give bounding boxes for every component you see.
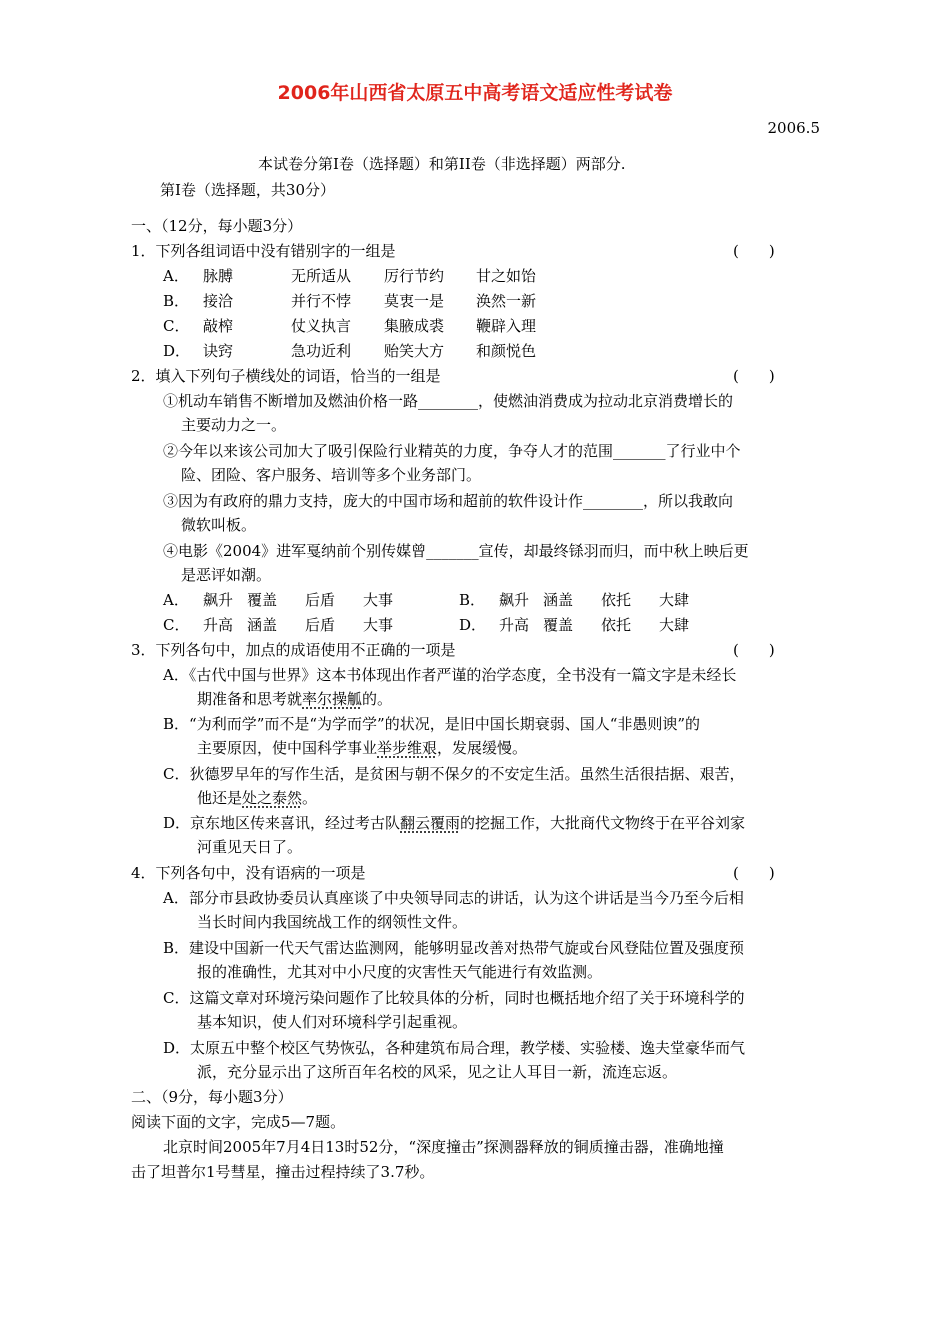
option-word: 依托	[601, 591, 632, 609]
q4-option-d: D．太原五中整个校区气势恢弘，各种建筑布局合理，教学楼、实验楼、逸夫堂豪华而气	[163, 1039, 746, 1057]
q3-option-a: A．《古代中国与世界》这本书体现出作者严谨的治学态度，全书没有一篇文字是未经长	[163, 666, 737, 684]
section1-heading: 一、（12分，每小题3分）	[131, 217, 303, 235]
q3-option-c-cont	[197, 788, 317, 808]
q3-answer-paren: ( )	[733, 641, 775, 659]
q4-option-c: C．这篇文章对环境污染问题作了比较具体的分析，同时也概括地介绍了关于环境科学的	[163, 989, 745, 1007]
option-word: 并行不悖	[291, 292, 352, 310]
q1-option-d	[163, 341, 566, 361]
q2-options-cd	[163, 615, 755, 635]
option-word: 急功近利	[291, 342, 352, 360]
q3-option-d-cont: 河重见天日了。	[197, 838, 303, 856]
option-word: 集腋成裘	[384, 317, 445, 335]
option-word: 飙升	[499, 591, 530, 609]
q4-option-a-cont: 当长时间内我国统战工作的纲领性文件。	[197, 913, 468, 931]
option-word: 莫衷一是	[384, 292, 445, 310]
text-segment: 。	[302, 789, 318, 807]
text-segment: 他还是	[197, 789, 243, 807]
option-word: 升高	[203, 616, 234, 634]
q3-option-a-cont	[197, 689, 392, 709]
text-segment: 的挖掘工作，大批商代文物终于在平谷刘家	[460, 814, 746, 832]
option-word: 升高	[499, 616, 530, 634]
option-word: 覆盖	[247, 591, 278, 609]
exam-title: 2006年山西省太原五中高考语文适应性考试卷	[277, 82, 673, 104]
option-label: B．	[163, 292, 190, 310]
section2-instruction: 阅读下面的文字，完成5—7题。	[131, 1113, 346, 1131]
option-word: 覆盖	[543, 616, 574, 634]
q3-option-c: C．狄德罗早年的写作生活，是贫困与朝不保夕的不安定生活。虽然生活很拮据、艰苦，	[163, 765, 745, 783]
q2-sentence-1-cont: 主要动力之一。	[181, 416, 287, 434]
exam-date: 2006.5	[767, 119, 820, 137]
q3-stem: 3．下列各句中，加点的成语使用不正确的一项是	[131, 641, 456, 659]
text-segment: 期准备和思考就	[197, 690, 303, 708]
q4-option-b-cont: 报的准确性，尤其对中小尺度的灾害性天气能进行有效监测。	[197, 963, 603, 981]
passage-line-1: 北京时间2005年7月4日13时52分，“深度撞击”探测器释放的铜质撞击器，准确地撞	[163, 1138, 724, 1156]
q2-stem: 2．填入下列句子横线处的词语，恰当的一组是	[131, 367, 441, 385]
q1-option-a	[163, 266, 566, 286]
option-word: 接洽	[203, 292, 234, 310]
q2-sentence-2-cont: 险、团险、客户服务、培训等多个业务部门。	[181, 466, 482, 484]
dotted-idiom: 举步维艰	[377, 739, 438, 757]
option-word: 依托	[601, 616, 632, 634]
text-segment: 的。	[362, 690, 393, 708]
dotted-idiom: 翻云覆雨	[400, 814, 461, 832]
q2-sentence-3: ③因为有政府的鼎力支持，庞大的中国市场和超前的软件设计作________，所以我敢向	[163, 492, 734, 510]
text-segment: ，发展缓慢。	[437, 739, 528, 757]
exam-intro: 本试卷分第I卷（选择题）和第II卷（非选择题）两部分.	[258, 155, 626, 173]
option-word: 涵盖	[543, 591, 574, 609]
option-word: 和颜悦色	[476, 342, 537, 360]
option-word: 贻笑大方	[384, 342, 445, 360]
option-word: 大事	[363, 616, 394, 634]
q2-answer-paren: ( )	[733, 367, 775, 385]
option-word: 脉膊	[203, 267, 234, 285]
option-word: 厉行节约	[384, 267, 445, 285]
q4-option-a: A．部分市县政协委员认真座谈了中央领导同志的讲话，认为这个讲话是当今乃至今后相	[163, 889, 744, 907]
option-word: 大肆	[659, 616, 690, 634]
option-word: 无所适从	[291, 267, 352, 285]
q1-option-c	[163, 316, 566, 336]
option-word: 敲榨	[203, 317, 234, 335]
option-word: 涣然一新	[476, 292, 537, 310]
q2-sentence-1: ①机动车销售不断增加及燃油价格一路________，使燃油消费成为拉动北京消费增长的	[163, 392, 734, 410]
section2-heading: 二、（9分，每小题3分）	[131, 1088, 293, 1106]
option-label: D．	[459, 616, 487, 634]
option-label: C．	[163, 616, 190, 634]
q1-option-b	[163, 291, 566, 311]
option-word: 诀窍	[203, 342, 234, 360]
option-word: 后盾	[305, 591, 336, 609]
option-label: A．	[163, 591, 189, 609]
option-word: 飙升	[203, 591, 234, 609]
q2-sentence-4: ④电影《2004》进军戛纳前个别传媒曾_______宣传，却最终铩羽而归，而中秋上映后更	[163, 542, 749, 560]
q2-sentence-2: ②今年以来该公司加大了吸引保险行业精英的力度，争夺人才的范围_______了行业中个	[163, 442, 741, 460]
text-segment: 主要原因，使中国科学事业	[197, 739, 378, 757]
part1-heading: 第I卷（选择题，共30分）	[160, 181, 336, 199]
q4-stem: 4．下列各句中，没有语病的一项是	[131, 864, 366, 882]
q4-option-b: B．建设中国新一代天气雷达监测网，能够明显改善对热带气旋或台风登陆位置及强度预	[163, 939, 745, 957]
q3-option-b: B．“为利而学”而不是“为学而学”的状况，是旧中国长期衰弱、国人“非愚则谀”的	[163, 715, 701, 733]
q2-options-ab	[163, 590, 755, 610]
q2-sentence-4-cont: 是恶评如潮。	[181, 566, 272, 584]
option-label: B．	[459, 591, 486, 609]
q3-option-b-cont	[197, 738, 527, 758]
q1-answer-paren: ( )	[733, 242, 775, 260]
option-label: C．	[163, 317, 190, 335]
q4-option-d-cont: 派，充分显示出了这所百年名校的风采，见之让人耳目一新，流连忘返。	[197, 1063, 678, 1081]
dotted-idiom: 处之泰然	[242, 789, 303, 807]
text-segment: D．京东地区传来喜讯，经过考古队	[163, 814, 401, 832]
option-word: 仗义执言	[291, 317, 352, 335]
q1-stem: 1．下列各组词语中没有错别字的一组是	[131, 242, 396, 260]
q4-option-c-cont: 基本知识，使人们对环境科学引起重视。	[197, 1013, 468, 1031]
option-word: 鞭辟入理	[476, 317, 537, 335]
dotted-idiom: 率尔操觚	[302, 690, 363, 708]
passage-line-2: 击了坦普尔1号彗星，撞击过程持续了3.7秒。	[131, 1163, 435, 1181]
option-word: 大肆	[659, 591, 690, 609]
q3-option-d	[163, 813, 745, 833]
option-word: 大事	[363, 591, 394, 609]
option-word: 后盾	[305, 616, 336, 634]
option-word: 甘之如饴	[476, 267, 537, 285]
option-label: D．	[163, 342, 191, 360]
option-word: 涵盖	[247, 616, 278, 634]
option-label: A．	[163, 267, 189, 285]
q4-answer-paren: ( )	[733, 864, 775, 882]
q2-sentence-3-cont: 微软叫板。	[181, 516, 257, 534]
